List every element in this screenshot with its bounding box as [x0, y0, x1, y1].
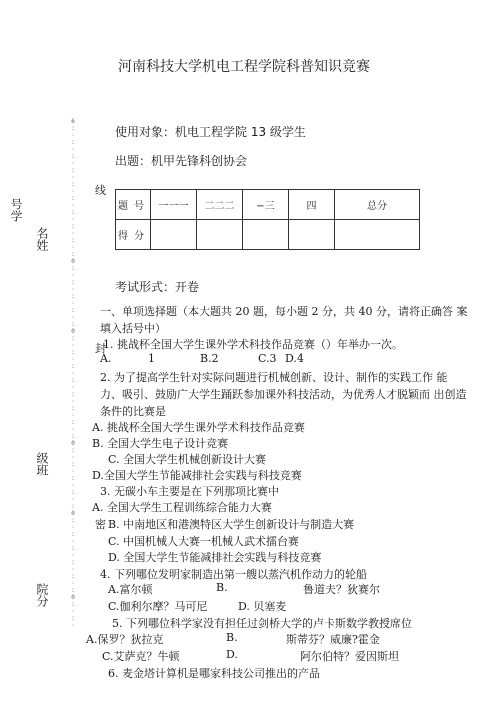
class-label: 级班 [35, 452, 49, 476]
question-2-line-2: 力、吸引、鼓励广大学生踊跃参加课外科技活动，为优秀人才脱颖而 出创造 [100, 388, 467, 401]
target-audience: 使用对象：机电工程学院 13 级学生 [115, 125, 306, 139]
student-id-label: 号学 [9, 198, 23, 222]
section-heading-cont: 填入括号中） [100, 322, 166, 335]
seal-mark-feng: 封 [95, 342, 106, 355]
score-col-3: −三 [243, 190, 289, 220]
q4-option-b-value: 鲁道夫？狄赛尔 [303, 583, 380, 596]
q4-option-a: A.富尔顿 [108, 583, 153, 596]
score-cell-3[interactable] [243, 220, 289, 250]
question-setter: 出题：机甲先锋科创协会 [115, 154, 248, 168]
q2-option-b: B. 全国大学生电子设计竞赛 [92, 437, 229, 450]
q1-option-a-value: 1 [148, 352, 155, 365]
score-cell-1[interactable] [151, 220, 197, 250]
q1-option-a: A. [100, 352, 112, 365]
q2-option-a: A. 挑战杯全国大学生课外学术科技作品竞赛 [92, 421, 305, 434]
score-col-2: 二二二 [197, 190, 243, 220]
q4-option-c: C.伽利尔摩？马可尼 [108, 600, 208, 613]
department-label: 院分 [35, 583, 49, 607]
question-2-line-1: 2. 为了提高学生针对实际问题进行机械创新、设计、制作的实践工作 能 [100, 371, 448, 384]
score-col-4: 四 [289, 190, 335, 220]
q2-option-d: D.全国大学生节能减排社会实践与科技竞赛 [92, 469, 302, 482]
score-col-total: 总分 [335, 190, 420, 220]
q4-option-b: B. [216, 581, 228, 594]
seal-mark-mi: 密 [95, 518, 106, 531]
exam-form: 考试形式：开卷 [115, 280, 200, 294]
binding-cut-line: 6 : · : · : · : · : · : · : · : · : · : 0 : · : · : · : · : 0 : · : · : · : · : · : · : · : 0 : · : · : · : · : 0 : · : · : · : · : · : 0 : · : · [71, 118, 75, 629]
student-name-label: 名姓 [35, 227, 49, 251]
q3-option-a: A. 全国大学生工程训练综合能力大赛 [92, 501, 272, 514]
q4-option-d: D. 贝塞麦 [238, 600, 287, 613]
seal-mark-xian: 线 [95, 184, 106, 197]
q5-option-b-value: 斯蒂芬？威廉?霍金 [286, 633, 380, 646]
q5-option-c: C.艾萨克？牛顿 [102, 650, 180, 663]
score-table-header-label: 题号 [116, 190, 151, 220]
score-col-1: 一一一 [151, 190, 197, 220]
question-4: 4. 下列哪位发明家制造出第一艘以蒸汽机作动力的轮船 [100, 568, 367, 581]
q2-option-c: C. 全国大学生机械创新设计大赛 [108, 453, 267, 466]
score-table-header-row [116, 190, 420, 220]
score-table-score-label: 得分 [116, 220, 151, 250]
question-2-line-3: 条件的比赛是 [100, 405, 166, 418]
q3-option-b: B. 中南地区和港澳特区大学生创新设计与制造大赛 [108, 518, 355, 531]
question-5: 5. 下列哪位科学家没有担任过剑桥大学的卢卡斯数学教授席位 [112, 617, 412, 630]
question-1: 1. 挑战杯全国大学生课外学术科技作品竞赛（）年举办一次。 [103, 338, 403, 351]
score-cell-total[interactable] [335, 220, 420, 250]
q3-option-d: D. 全国大学生节能减排社会实践与科技竞赛 [108, 551, 322, 564]
question-6: 6. 麦金塔计算机是哪家科技公司推出的产品 [108, 667, 320, 680]
score-cell-4[interactable] [289, 220, 335, 250]
score-cell-2[interactable] [197, 220, 243, 250]
q5-option-d: D. [226, 648, 238, 661]
score-table [115, 189, 420, 250]
q1-option-d: D.4 [285, 352, 304, 365]
q1-option-b: B.2 [200, 352, 219, 365]
q1-option-c: C.3 [258, 352, 277, 365]
document-title: 河南科技大学机电工程学院科普知识竞赛 [118, 59, 370, 75]
q3-option-c: C. 中国机械人大赛一机械人武术擂台赛 [108, 535, 300, 548]
q5-option-a: A.保罗？狄拉克 [86, 633, 164, 646]
question-3: 3. 无碳小车主要是在下列那项比赛中 [100, 485, 279, 498]
score-table-score-row [116, 220, 420, 250]
q5-option-d-value: 阿尔伯特？爱因斯坦 [300, 650, 399, 663]
section-heading: 一、单项选择题（本大题共 20 题，每小题 2 分，共 40 分，请将正确答 案 [100, 305, 468, 318]
q5-option-b: B. [226, 631, 238, 644]
